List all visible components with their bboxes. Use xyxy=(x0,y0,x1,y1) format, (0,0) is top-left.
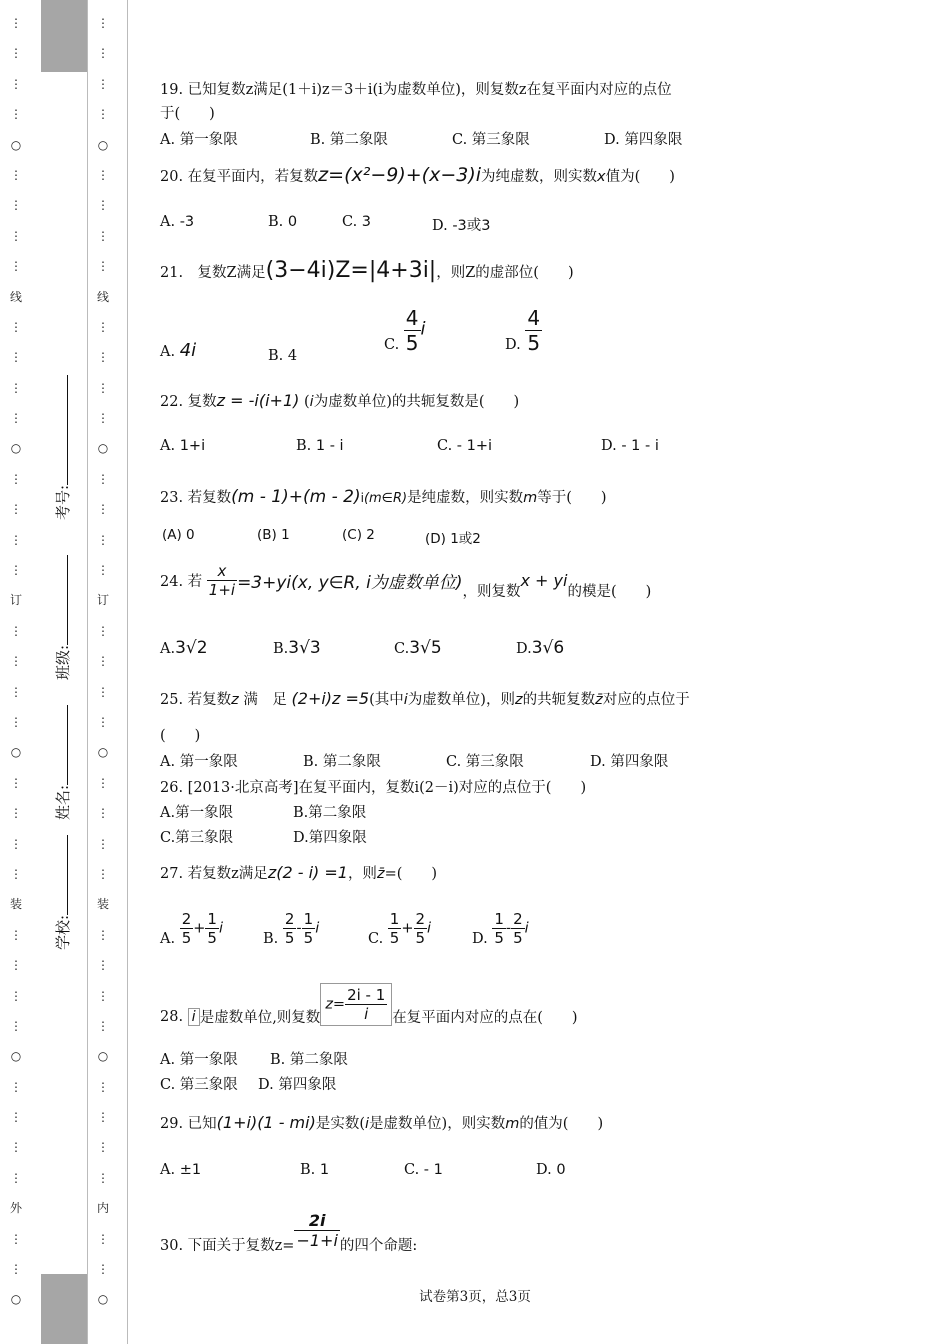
q21-option-c: C. $\frac{4}{5}$ i xyxy=(384,306,426,355)
question-19: 19. 已知复数z满足(1＋i)z＝3＋i(i为虚数单位)，则复数z在复平面内对应的点位 xyxy=(160,82,672,98)
q28-option-a: A. 第一象限 xyxy=(160,1052,238,1068)
question-24: 24. 若 $\frac{x}{1+i}$ =3+yi(x, y∈R, i为虚数单位)，则复数x + yi的模是( ) xyxy=(160,562,652,600)
q21-option-b: B. 4 xyxy=(268,348,298,364)
q28-option-d: D. 第四象限 xyxy=(258,1077,337,1093)
q19-option-b: B. 第二象限 xyxy=(310,132,388,148)
q29-option-a: A. ±1 xyxy=(160,1162,202,1178)
q21-option-d: D. $\frac{4}{5}$ xyxy=(505,306,541,355)
q24-option-c: C.3√5 xyxy=(394,638,442,658)
question-25: 25. 若复数z 满 足 (2+i)z =5(其中i为虚数单位)，则z的共轭复数z̄对应的点位于 xyxy=(160,689,690,708)
field-class[interactable]: 班级: xyxy=(52,680,177,701)
q27-option-b: B. $\frac{2}{5}$ - $\frac{1}{5}$ i xyxy=(263,910,320,947)
q28-option-b: B. 第二象限 xyxy=(270,1052,348,1068)
q24-option-b: B.3√3 xyxy=(273,638,321,658)
q26-option-d: D.第四象限 xyxy=(293,830,367,846)
question-21: 21. 复数Z满足(3−4i)Z=|4+3i|，则Z的虚部位( ) xyxy=(160,258,574,283)
q26-option-a: A.第一象限 xyxy=(160,805,234,821)
inner-mark-ding: 订 xyxy=(96,593,109,608)
question-19-cont: 于( ) xyxy=(160,106,215,122)
page-footer: 试卷第3页，总3页 xyxy=(419,1289,531,1305)
q19-option-d: D. 第四象限 xyxy=(604,132,683,148)
q24-option-a: A.3√2 xyxy=(160,638,208,658)
q29-option-d: D. 0 xyxy=(536,1162,566,1178)
q20-option-d: D. -3或3 xyxy=(432,218,491,234)
q25-option-d: D. 第四象限 xyxy=(590,754,669,770)
question-20: 20. 在复平面内，若复数z=(x²−9)+(x−3)i为纯虚数，则实数x值为( ) xyxy=(160,164,675,186)
q23-option-b: (B) 1 xyxy=(257,527,290,543)
q19-option-c: C. 第三象限 xyxy=(452,132,530,148)
q25-option-a: A. 第一象限 xyxy=(160,754,238,770)
question-25-cont: ( ) xyxy=(160,728,201,744)
field-school[interactable]: 学校: xyxy=(52,950,167,971)
q29-option-b: B. 1 xyxy=(300,1162,330,1178)
question-27: 27. 若复数z满足z(2 - i) =1，则z̄=( ) xyxy=(160,863,438,882)
margin-line-right xyxy=(127,0,128,1344)
q23-option-d: (D) 1或2 xyxy=(425,531,481,547)
q26-option-c: C.第三象限 xyxy=(160,830,234,846)
q23-option-a: (A) 0 xyxy=(162,527,195,543)
outer-dotted-column: ⋮ ⋮ ⋮ ⋮ ○ ⋮ ⋮ ⋮ ⋮ 线 ⋮ ⋮ ⋮ ⋮ ○ ⋮ ⋮ ⋮ ⋮ 订 ⋮ ⋮ ⋮ ⋮ ○ ⋮ ⋮ ⋮ ⋮ 装 ⋮ ⋮ ⋮ ⋮ ○ ⋮ ⋮ ⋮ ⋮ 外 ⋮ ⋮ ○ xyxy=(9,16,22,1307)
q20-option-c: C. 3 xyxy=(342,214,372,230)
q27-option-c: C. $\frac{1}{5}$ + $\frac{2}{5}$ i xyxy=(368,910,432,947)
question-30: 30. 下面关于复数z= $\frac{2i}{-1+i}$ 的四个命题: xyxy=(160,1211,418,1254)
inner-mark-line: 线 xyxy=(96,289,109,304)
q27-option-a: A. $\frac{2}{5}$ + $\frac{1}{5}$ i xyxy=(160,910,223,947)
q26-option-b: B.第二象限 xyxy=(293,805,367,821)
q22-option-c: C. - 1+i xyxy=(437,438,493,454)
outer-mark-zhuang: 装 xyxy=(9,897,22,912)
q25-option-c: C. 第三象限 xyxy=(446,754,524,770)
q27-option-d: D. $\frac{1}{5}$ - $\frac{2}{5}$ i xyxy=(472,910,529,947)
question-28: 28. i 是虚数单位,则复数z= $\frac{2i - 1}{i}$ 在复平面内对应的点在( ) xyxy=(160,982,578,1027)
q20-option-b: B. 0 xyxy=(268,214,298,230)
q28-option-c: C. 第三象限 xyxy=(160,1077,238,1093)
q24-option-d: D.3√6 xyxy=(516,638,565,658)
inner-mark-nei: 内 xyxy=(96,1201,109,1216)
q19-option-a: A. 第一象限 xyxy=(160,132,238,148)
q20-option-a: A. -3 xyxy=(160,214,195,230)
outer-mark-wai: 外 xyxy=(9,1201,22,1216)
outer-mark-ding: 订 xyxy=(9,593,22,608)
q21-option-a: A. 4i xyxy=(160,340,197,361)
question-23: 23. 若复数(m - 1)+(m - 2)i(m∈R)是纯虚数，则实数m等于( ) xyxy=(160,487,607,507)
q23-option-c: (C) 2 xyxy=(342,527,375,543)
margin-line-left xyxy=(87,0,88,1344)
inner-dotted-column: ⋮ ⋮ ⋮ ⋮ ○ ⋮ ⋮ ⋮ ⋮ 线 ⋮ ⋮ ⋮ ⋮ ○ ⋮ ⋮ ⋮ ⋮ 订 ⋮ ⋮ ⋮ ⋮ ○ ⋮ ⋮ ⋮ ⋮ 装 ⋮ ⋮ ⋮ ⋮ ○ ⋮ ⋮ ⋮ ⋮ 内 ⋮ ⋮ ○ xyxy=(96,16,109,1307)
question-26: 26. [2013·北京高考]在复平面内，复数i(2－i)对应的点位于( ) xyxy=(160,780,587,796)
question-29: 29. 已知(1+i)(1 - mi)是实数(i是虚数单位)，则实数m的值为( ) xyxy=(160,1113,604,1132)
outer-mark-line: 线 xyxy=(9,289,22,304)
q29-option-c: C. - 1 xyxy=(404,1162,443,1178)
q22-option-a: A. 1+i xyxy=(160,438,206,454)
question-22: 22. 复数z = -i(i+1) (i为虚数单位)的共轭复数是( ) xyxy=(160,391,520,410)
q22-option-d: D. - 1 - i xyxy=(601,438,659,454)
q25-option-b: B. 第二象限 xyxy=(303,754,381,770)
field-exam-number[interactable]: 考号: xyxy=(52,520,197,541)
inner-mark-zhuang: 装 xyxy=(96,897,109,912)
q22-option-b: B. 1 - i xyxy=(296,438,344,454)
field-name[interactable]: 姓名: xyxy=(52,820,167,841)
margin-gray-top xyxy=(41,0,87,72)
